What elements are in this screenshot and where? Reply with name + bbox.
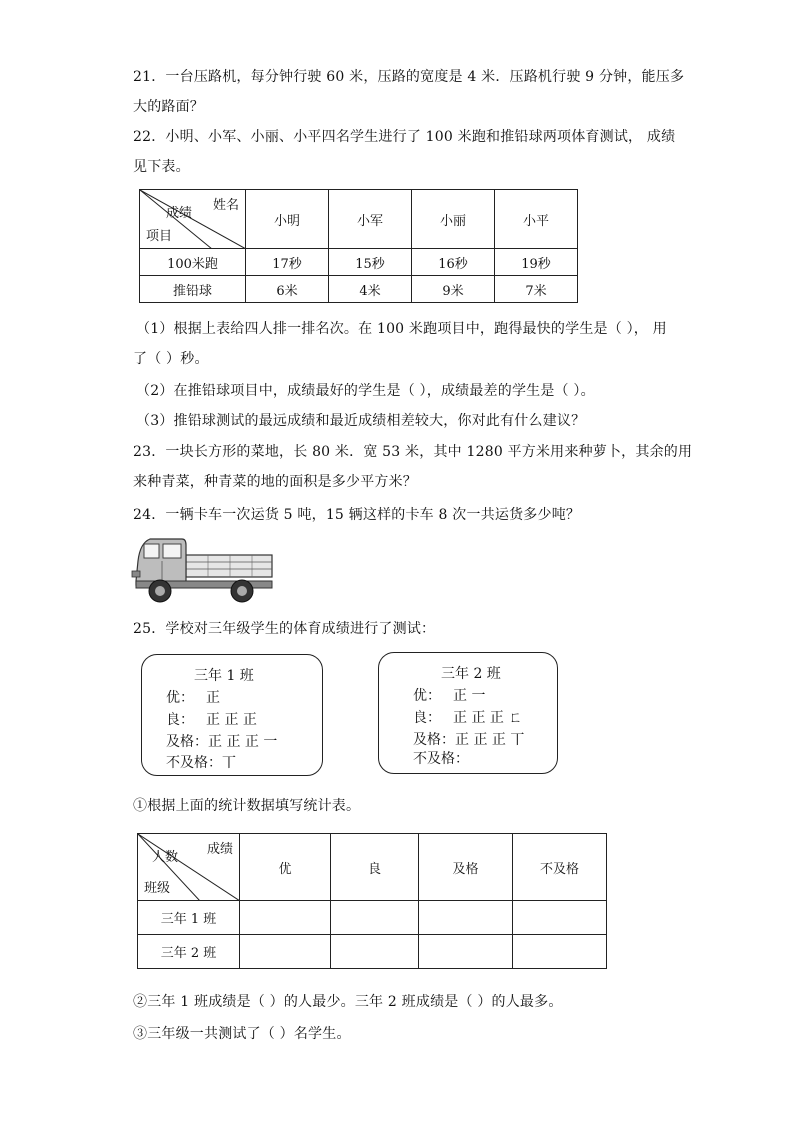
empty-answer-cell bbox=[331, 935, 419, 969]
header-cell: 及格 bbox=[419, 834, 513, 901]
corner-label-count: 人数 bbox=[152, 850, 179, 865]
truck-illustration bbox=[130, 531, 278, 609]
q21-line2: 大的路面？ bbox=[133, 99, 204, 115]
q22-sub1-line2: 了（ ）秒。 bbox=[133, 351, 209, 367]
class1-row bbox=[166, 752, 236, 772]
table-cell: 16秒 bbox=[412, 249, 495, 276]
header-cell: 小明 bbox=[246, 190, 329, 249]
truck-icon bbox=[130, 531, 278, 605]
class2-row bbox=[413, 707, 522, 727]
class2-tally-box bbox=[378, 652, 558, 774]
q25-sub2: ②三年 1 班成绩是（ ）的人最少。三年 2 班成绩是（ ）的人最多。 bbox=[133, 994, 563, 1010]
tally-marks: 正 正 正 丅 bbox=[455, 732, 525, 748]
corner-label-item: 项目 bbox=[146, 229, 173, 244]
grade-label: 不及格： bbox=[166, 755, 222, 771]
q25-corner-cell bbox=[138, 834, 240, 901]
class1-title: 三年 1 班 bbox=[194, 668, 254, 684]
corner-label-class: 班级 bbox=[144, 881, 171, 896]
corner-label-grade: 成绩 bbox=[206, 842, 233, 857]
tally-marks: 正 正 正 bbox=[206, 712, 257, 728]
header-cell: 良 bbox=[331, 834, 419, 901]
empty-answer-cell bbox=[513, 901, 607, 935]
tally-marks: 正 一 bbox=[453, 688, 486, 704]
class2-row bbox=[413, 685, 485, 705]
table-cell: 6米 bbox=[246, 276, 329, 303]
table-row bbox=[140, 276, 578, 303]
q22-line1: 22．小明、小军、小丽、小平四名学生进行了 100 米跑和推铅球两项体育测试， 成绩 bbox=[133, 129, 676, 145]
class1-row bbox=[166, 731, 277, 751]
header-cell: 小军 bbox=[329, 190, 412, 249]
q22-sub3: （3）推铅球测试的最远成绩和最近成绩相差较大，你对此有什么建议？ bbox=[136, 413, 586, 429]
empty-answer-cell bbox=[240, 901, 331, 935]
grade-label: 及格： bbox=[166, 734, 208, 750]
grade-label: 优： bbox=[413, 688, 441, 704]
q25-line1: 25．学校对三年级学生的体育成绩进行了测试： bbox=[133, 621, 436, 637]
class2-title: 三年 2 班 bbox=[441, 666, 501, 682]
row-label: 100米跑 bbox=[140, 249, 246, 276]
q25-sub1: ①根据上面的统计数据填写统计表。 bbox=[133, 798, 361, 814]
q24-line1: 24．一辆卡车一次运货 5 吨，15 辆这样的卡车 8 次一共运货多少吨？ bbox=[133, 507, 581, 523]
q23-line1: 23．一块长方形的菜地，长 80 米．宽 53 米，其中 1280 平方米用来种萝卜，其余的用 bbox=[133, 444, 693, 460]
class2-row bbox=[413, 729, 524, 749]
empty-answer-cell bbox=[419, 901, 513, 935]
grade-label: 及格： bbox=[413, 732, 455, 748]
grade-label: 不及格： bbox=[413, 751, 469, 767]
row-label: 推铅球 bbox=[140, 276, 246, 303]
q22-sub1-line1: （1）根据上表给四人排一排名次。在 100 米跑项目中，跑得最快的学生是（ ）， 用 bbox=[136, 321, 667, 337]
q23-line2: 来种青菜，种青菜的地的面积是多少平方米？ bbox=[133, 474, 417, 490]
q22-line2: 见下表。 bbox=[133, 159, 190, 175]
class1-row bbox=[166, 709, 257, 729]
q22-sub2: （2）在推铅球项目中，成绩最好的学生是（ ），成绩最差的学生是（ ）。 bbox=[136, 383, 595, 399]
table-row bbox=[140, 249, 578, 276]
tally-marks: 正 正 正 一 bbox=[208, 734, 278, 750]
tally-marks: 正 bbox=[206, 690, 220, 706]
row-label: 三年 2 班 bbox=[138, 935, 240, 969]
empty-answer-cell bbox=[419, 935, 513, 969]
table-row bbox=[138, 935, 607, 969]
grade-label: 良： bbox=[166, 712, 194, 728]
q21-line1: 21．一台压路机，每分钟行驶 60 米，压路的宽度是 4 米．压路机行驶 9 分钟，能压多 bbox=[133, 69, 685, 85]
row-label: 三年 1 班 bbox=[138, 901, 240, 935]
grade-label: 优： bbox=[166, 690, 194, 706]
class1-row bbox=[166, 687, 220, 707]
header-cell: 优 bbox=[240, 834, 331, 901]
empty-answer-cell bbox=[513, 935, 607, 969]
table-cell: 17秒 bbox=[246, 249, 329, 276]
grade-label: 良： bbox=[413, 710, 441, 726]
table-cell: 9米 bbox=[412, 276, 495, 303]
corner-label-name: 姓名 bbox=[212, 198, 239, 213]
header-cell: 不及格 bbox=[513, 834, 607, 901]
tally-marks: 丅 bbox=[222, 755, 236, 771]
q22-score-table bbox=[139, 189, 578, 303]
table-cell: 19秒 bbox=[495, 249, 578, 276]
table-row bbox=[138, 901, 607, 935]
q25-sub3: ③三年级一共测试了（ ）名学生。 bbox=[133, 1026, 351, 1042]
table-cell: 7米 bbox=[495, 276, 578, 303]
class1-tally-box bbox=[141, 654, 323, 776]
empty-answer-cell bbox=[331, 901, 419, 935]
tally-marks: 正 正 正 ㄈ bbox=[453, 710, 523, 726]
corner-label-score: 成绩 bbox=[166, 206, 193, 221]
q25-stats-table bbox=[137, 833, 607, 969]
table-cell: 15秒 bbox=[329, 249, 412, 276]
header-cell: 小丽 bbox=[412, 190, 495, 249]
empty-answer-cell bbox=[240, 935, 331, 969]
q22-corner-cell bbox=[140, 190, 246, 249]
table-cell: 4米 bbox=[329, 276, 412, 303]
header-cell: 小平 bbox=[495, 190, 578, 249]
class2-row bbox=[413, 748, 469, 768]
